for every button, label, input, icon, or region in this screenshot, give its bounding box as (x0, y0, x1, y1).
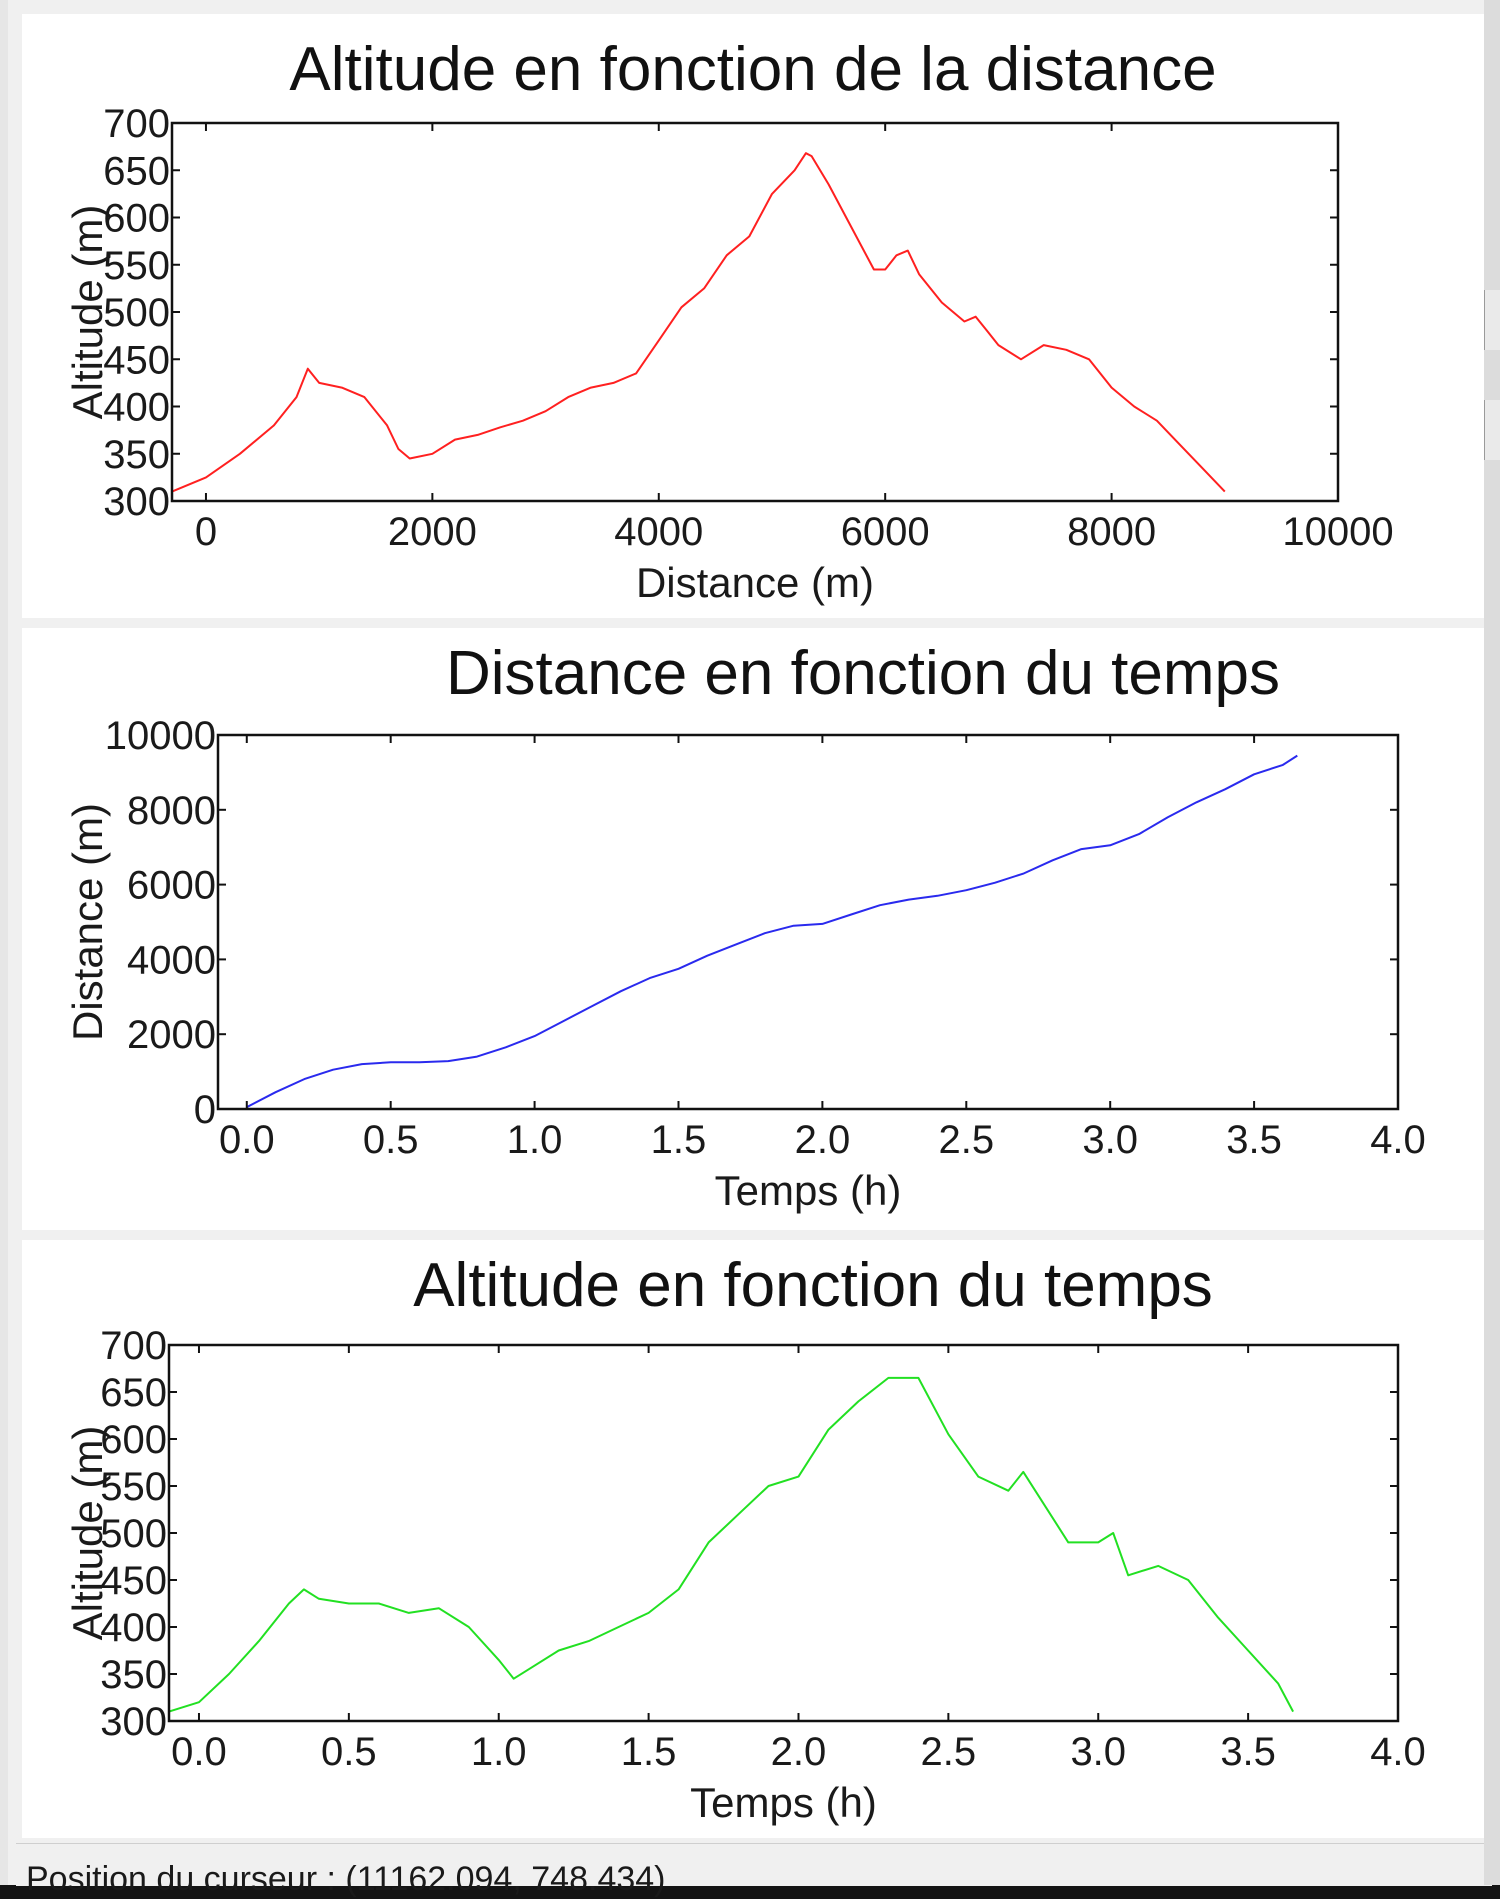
x-tick-label: 1.5 (650, 1118, 707, 1162)
x-tick-label: 3.5 (1220, 1730, 1276, 1774)
x-tick-label: 0 (194, 510, 218, 554)
y-tick-label: 600 (103, 196, 170, 241)
x-tick-label: 2000 (387, 510, 477, 554)
altitude-time-chart (22, 1240, 1484, 1838)
y-tick-label: 450 (103, 338, 170, 383)
y-tick-label: 500 (100, 1512, 167, 1556)
y-tick-label: 450 (100, 1559, 167, 1603)
plot-frame (169, 1345, 1398, 1721)
y-tick-label: 10000 (104, 714, 216, 758)
plot-frame (172, 123, 1338, 501)
background-window-edge (1484, 0, 1500, 1885)
y-tick-label: 8000 (127, 788, 216, 833)
y-tick-label: 4000 (127, 938, 216, 983)
x-tick-label: 1.5 (620, 1730, 677, 1774)
y-tick-label: 500 (103, 291, 170, 335)
x-tick-label: 0.0 (218, 1118, 275, 1162)
x-tick-label: 1.0 (506, 1118, 563, 1162)
y-tick-label: 550 (100, 1465, 167, 1509)
x-axis-label: Temps (h) (690, 1779, 877, 1826)
x-tick-label: 3.0 (1070, 1730, 1127, 1774)
cursor-position-readout: Position du curseur : (11162.094, 748.434) (26, 1860, 666, 1898)
y-tick-label: 400 (103, 385, 170, 430)
x-tick-label: 8000 (1067, 510, 1157, 554)
x-tick-label: 0.5 (321, 1730, 377, 1774)
x-tick-label: 10000 (1282, 510, 1394, 554)
chart-panel-2 (22, 628, 1484, 1230)
series-line (172, 153, 1225, 491)
chart-title: Distance en fonction du temps (445, 639, 1281, 708)
y-axis-label: Altitude (m) (64, 204, 111, 420)
chart-panel-1 (22, 14, 1484, 618)
distance-time-chart (22, 628, 1484, 1230)
x-tick-label: 2.5 (938, 1118, 995, 1162)
y-tick-label: 2000 (127, 1013, 216, 1058)
y-tick-label: 350 (103, 432, 170, 477)
chart-title: Altitude en fonction de la distance (289, 35, 1217, 104)
chart-panel-3 (22, 1240, 1484, 1838)
y-tick-label: 0 (193, 1088, 216, 1132)
x-tick-label: 4.0 (1370, 1118, 1426, 1162)
y-tick-label: 550 (103, 243, 170, 288)
chart-title: Altitude en fonction du temps (413, 1251, 1213, 1320)
x-tick-label: 0.0 (171, 1730, 227, 1774)
y-tick-label: 700 (100, 1324, 167, 1368)
x-axis-label: Temps (h) (714, 1167, 902, 1214)
y-tick-label: 650 (103, 149, 170, 194)
x-tick-label: 3.0 (1082, 1118, 1138, 1162)
y-tick-label: 650 (100, 1371, 167, 1415)
x-tick-label: 3.5 (1226, 1118, 1282, 1162)
status-bar (16, 1843, 1492, 1898)
x-tick-label: 2.5 (920, 1730, 977, 1774)
x-tick-label: 2.0 (770, 1730, 827, 1774)
y-tick-label: 600 (100, 1418, 167, 1462)
y-axis-label: Distance (m) (64, 802, 111, 1042)
y-tick-label: 350 (100, 1653, 167, 1697)
x-tick-label: 4000 (614, 510, 704, 554)
series-line (247, 756, 1298, 1108)
y-tick-label: 700 (103, 102, 170, 146)
x-tick-label: 6000 (840, 510, 930, 554)
series-line (169, 1378, 1293, 1712)
x-axis-label: Distance (m) (635, 559, 875, 606)
x-tick-label: 2.0 (794, 1118, 851, 1162)
x-tick-label: 1.0 (470, 1730, 527, 1774)
y-tick-label: 300 (103, 480, 170, 524)
altitude-distance-chart (22, 14, 1484, 618)
x-tick-label: 4.0 (1370, 1730, 1426, 1774)
y-tick-label: 400 (100, 1606, 167, 1650)
y-tick-label: 300 (100, 1700, 167, 1744)
x-tick-label: 0.5 (362, 1118, 419, 1162)
y-tick-label: 6000 (127, 863, 216, 908)
y-axis-label: Altitude (m) (64, 1425, 111, 1641)
